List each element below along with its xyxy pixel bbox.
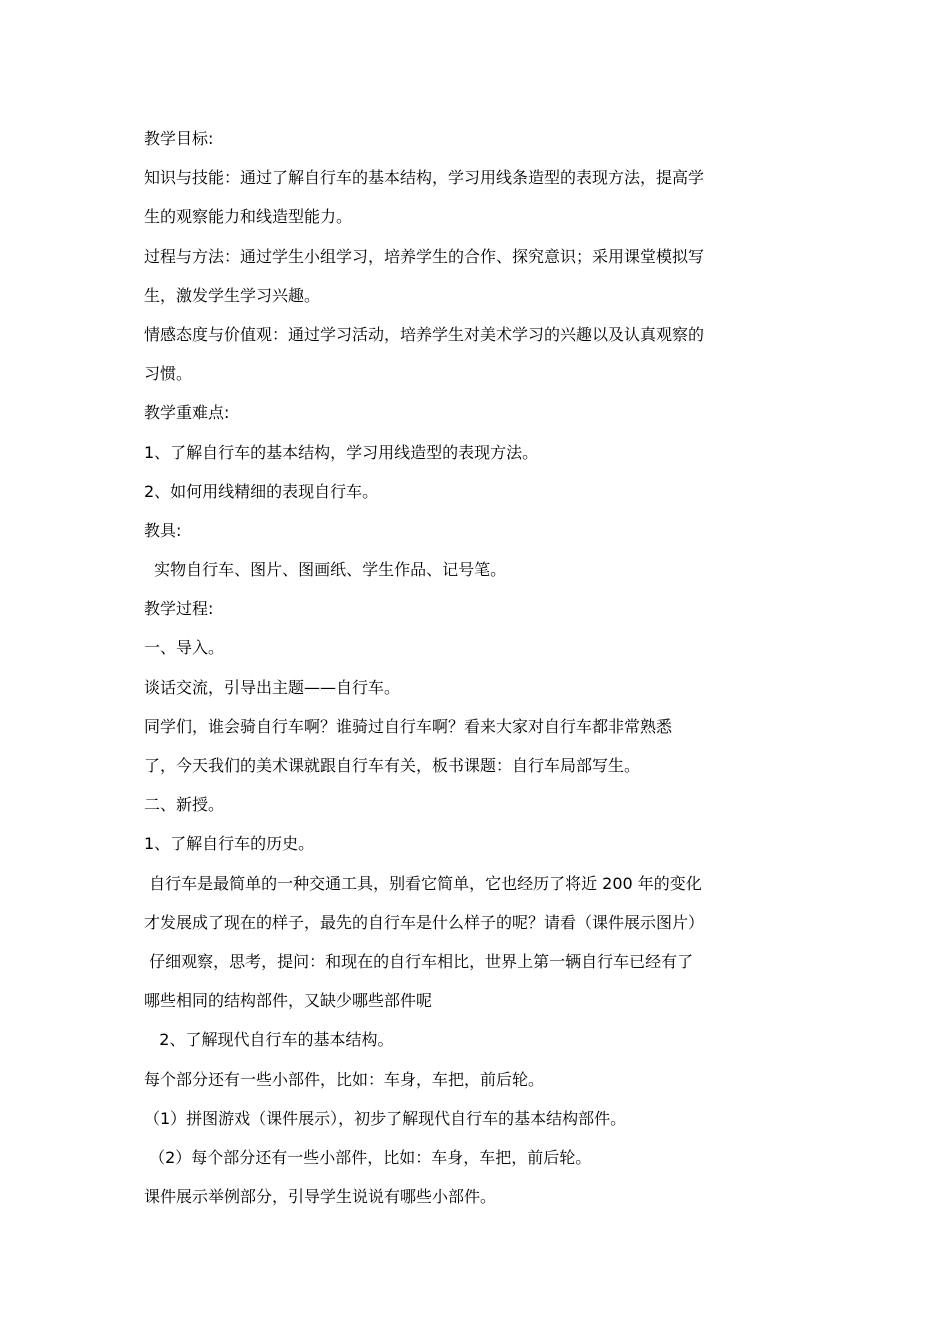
paragraph-emotion-values: 情感态度与价值观：通过学习活动，培养学生对美术学习的兴趣以及认真观察的 (144, 324, 705, 344)
paragraph-knowledge-skills-cont: 生的观察能力和线造型能力。 (144, 207, 353, 227)
item-puzzle-game: （1）拼图游戏（课件展示），初步了解现代自行车的基本结构部件。 (144, 1108, 627, 1128)
paragraph-introduction: 谈话交流，引导出主题——自行车。 (144, 677, 401, 697)
paragraph-questions: 同学们，谁会骑自行车啊？谁骑过自行车啊？看来大家对自行车都非常熟悉 (144, 716, 673, 736)
paragraph-process-method-cont: 生，激发学生学习兴趣。 (144, 285, 321, 305)
paragraph-emotion-values-cont: 习惯。 (144, 364, 193, 384)
paragraph-questions-cont: 了，今天我们的美术课就跟自行车有关，板书课题：自行车局部写生。 (144, 756, 641, 775)
heading-key-points: 教学重难点: (144, 403, 230, 423)
heading-teaching-process: 教学过程: (144, 599, 214, 619)
key-point-2: 2、如何用线精细的表现自行车。 (144, 481, 379, 501)
heading-teaching-aids: 教具: (144, 520, 182, 540)
subsection-history: 1、了解自行车的历史。 (144, 834, 315, 854)
subsection-modern-structure: 2、了解现代自行车的基本结构。 (144, 1030, 394, 1050)
paragraph-history: 自行车是最简单的一种交通工具，别看它简单，它也经历了将近 200 年的变化 (144, 873, 702, 893)
paragraph-observe-cont: 哪些相同的结构部件，又缺少哪些部件呢 (144, 991, 433, 1011)
paragraph-knowledge-skills: 知识与技能：通过了解自行车的基本结构，学习用线条造型的表现方法，提高学 (144, 168, 705, 188)
section-new-lesson: 二、新授。 (144, 795, 225, 815)
section-introduction: 一、导入。 (144, 638, 225, 658)
paragraph-observe: 仔细观察，思考，提问：和现在的自行车相比，世界上第一辆自行车已经有了 (144, 951, 694, 971)
paragraph-history-cont: 才发展成了现在的样子，最先的自行车是什么样子的呢？请看（课件展示图片） (144, 912, 705, 932)
item-small-parts: （2）每个部分还有一些小部件，比如：车身，车把，前后轮。 (144, 1147, 592, 1167)
paragraph-courseware-examples: 课件展示举例部分，引导学生说说有哪些小部件。 (144, 1187, 497, 1207)
heading-teaching-objectives: 教学目标: (144, 129, 214, 148)
key-point-1: 1、了解自行车的基本结构，学习用线造型的表现方法。 (144, 442, 539, 462)
document-body (144, 119, 784, 1216)
teaching-aids-list: 实物自行车、图片、图画纸、学生作品、记号笔。 (144, 560, 507, 580)
paragraph-process-method: 过程与方法：通过学生小组学习，培养学生的合作、探究意识；采用课堂模拟写 (144, 246, 705, 266)
paragraph-parts: 每个部分还有一些小部件，比如：车身，车把，前后轮。 (144, 1069, 545, 1089)
